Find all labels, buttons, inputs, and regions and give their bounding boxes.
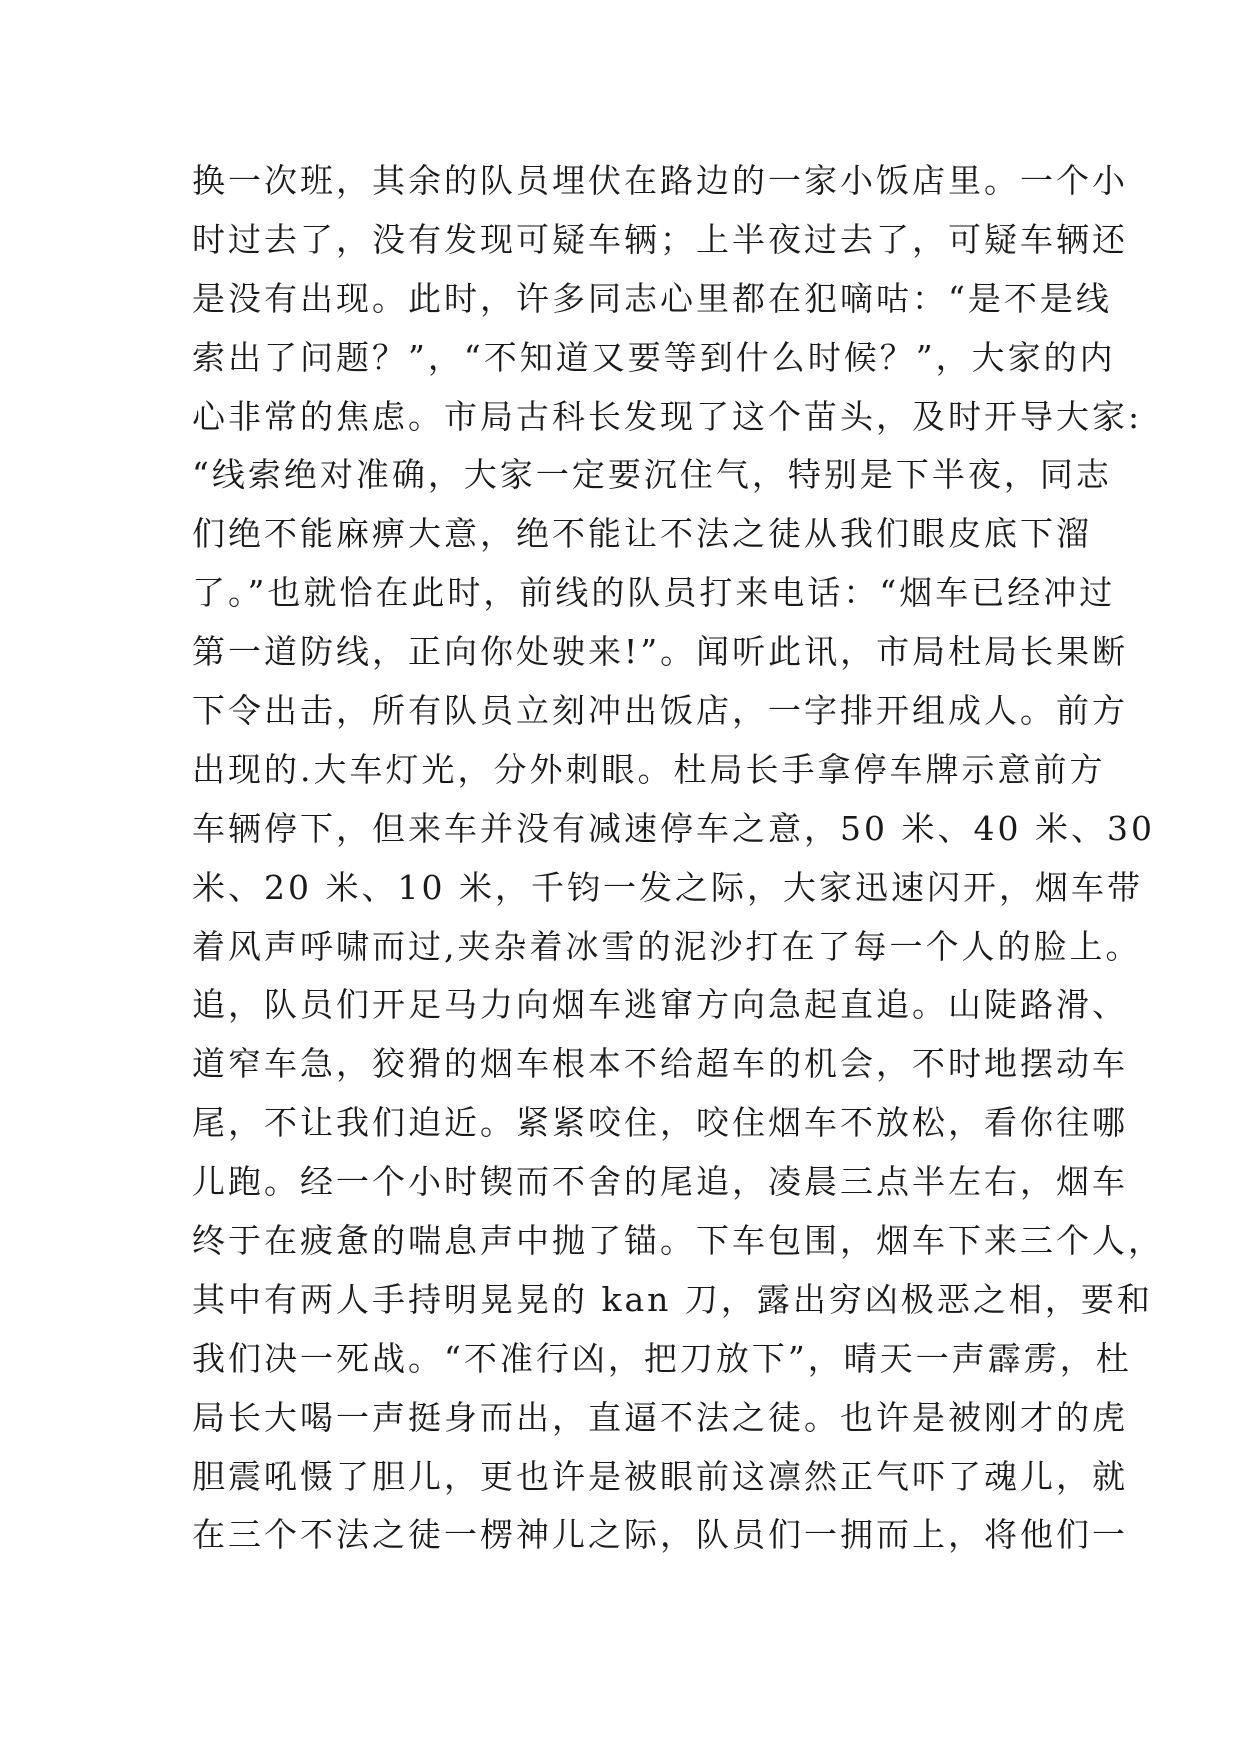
text-line: 着风声呼啸而过,夹杂着冰雪的泥沙打在了每一个人的脸上。 bbox=[192, 926, 1142, 966]
text-line: 道窄车急，狡猾的烟车根本不给超车的机会，不时地摆动车 bbox=[192, 1044, 1128, 1084]
text-line: 终于在疲惫的喘息声中抛了锚。下车包围，烟车下来三个人， bbox=[192, 1221, 1164, 1261]
text-line: 我们决一死战。“不准行凶，把刀放下”，晴天一声霹雳，杜 bbox=[192, 1338, 1132, 1378]
text-line: 出现的.大车灯光，分外刺眼。杜局长手拿停车牌示意前方 bbox=[192, 749, 1106, 789]
text-line: 儿跑。经一个小时锲而不舍的尾追，凌晨三点半左右，烟车 bbox=[192, 1162, 1128, 1202]
text-line: 换一次班，其余的队员埋伏在路边的一家小饭店里。一个小 bbox=[192, 161, 1128, 200]
text-line: 们绝不能麻痹大意，绝不能让不法之徒从我们眼皮底下溜 bbox=[192, 514, 1092, 554]
text-line: 了。”也就恰在此时，前线的队员打来电话：“烟车已经冲过 bbox=[192, 573, 1116, 613]
text-line: 胆震吼慑了胆儿，更也许是被眼前这凛然正气吓了魂儿，就 bbox=[192, 1456, 1128, 1496]
text-line: 局长大喝一声挺身而出，直逼不法之徒。也许是被刚才的虎 bbox=[192, 1397, 1128, 1437]
text-line: 时过去了，没有发现可疑车辆；上半夜过去了，可疑车辆还 bbox=[192, 219, 1128, 259]
text-line: “线索绝对准确，大家一定要沉住气，特别是下半夜，同志 bbox=[192, 455, 1112, 495]
text-line: 在三个不法之徒一楞神儿之际，队员们一拥而上，将他们一 bbox=[192, 1515, 1128, 1555]
text-line: 其中有两人手持明晃晃的 kan 刀，露出穷凶极恶之相，要和 bbox=[192, 1279, 1153, 1319]
text-line: 追，队员们开足马力向烟车逃窜方向急起直追。山陡路滑、 bbox=[192, 985, 1128, 1025]
text-line: 米、20 米、10 米，千钧一发之际，大家迅速闪开，烟车带 bbox=[192, 867, 1143, 907]
text-line: 索出了问题？”，“不知道又要等到什么时候？”，大家的内 bbox=[192, 337, 1116, 377]
text-line: 下令出击，所有队员立刻冲出饭店，一字排开组成人。前方 bbox=[192, 691, 1128, 731]
text-line: 第一道防线，正向你处驶来!”。闻听此讯，市局杜局长果断 bbox=[192, 632, 1129, 672]
text-line: 尾，不让我们迫近。紧紧咬住，咬住烟车不放松，看你往哪 bbox=[192, 1103, 1128, 1143]
body-text bbox=[192, 152, 1164, 1565]
text-line: 车辆停下，但来车并没有减速停车之意，50 米、40 米、30 bbox=[192, 808, 1155, 848]
text-line: 心非常的焦虑。市局古科长发现了这个苗头，及时开导大家: bbox=[192, 396, 1143, 436]
text-line: 是没有出现。此时，许多同志心里都在犯嘀咕：“是不是线 bbox=[192, 278, 1112, 318]
